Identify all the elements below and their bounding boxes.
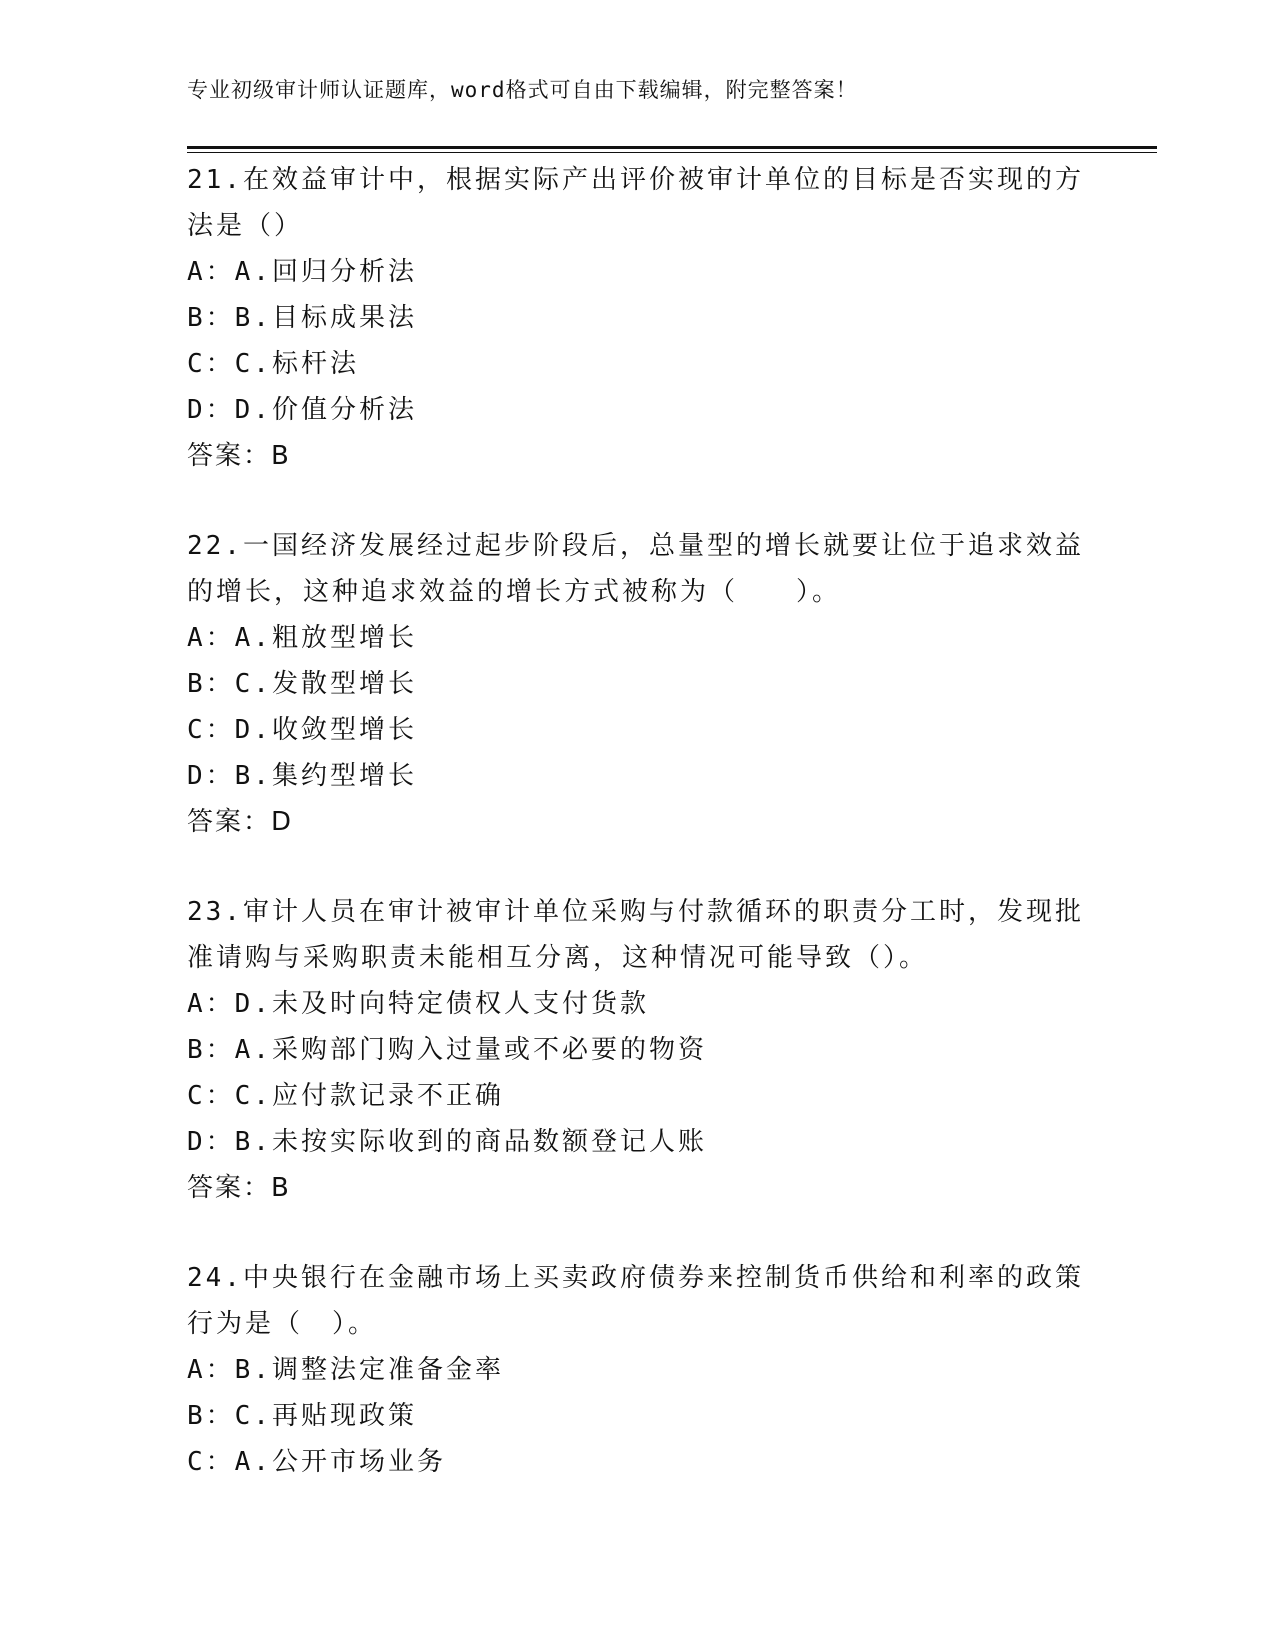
header-rule-thick bbox=[187, 146, 1157, 149]
option-b: B：C.再贴现政策 bbox=[187, 1401, 417, 1431]
answer: 答案：D bbox=[187, 807, 294, 837]
option-d: D：D.价值分析法 bbox=[187, 395, 417, 425]
page-header: 专业初级审计师认证题库，word格式可自由下载编辑，附完整答案！ bbox=[187, 78, 858, 102]
option-a: A：A.回归分析法 bbox=[187, 257, 417, 287]
question-text: 21.在效益审计中，根据实际产出评价被审计单位的目标是否实现的方法是（） bbox=[187, 165, 1084, 241]
question-21 bbox=[187, 157, 1087, 479]
option-a: A：B.调整法定准备金率 bbox=[187, 1355, 504, 1385]
option-c: C：C.标杆法 bbox=[187, 349, 359, 379]
option-c: C：C.应付款记录不正确 bbox=[187, 1081, 504, 1111]
header-rule-thin bbox=[187, 152, 1157, 153]
option-d: D：B.未按实际收到的商品数额登记人账 bbox=[187, 1127, 707, 1157]
option-c: C：D.收敛型增长 bbox=[187, 715, 417, 745]
answer: 答案：B bbox=[187, 441, 291, 471]
option-b: B：C.发散型增长 bbox=[187, 669, 417, 699]
option-a: A：A.粗放型增长 bbox=[187, 623, 417, 653]
option-a: A：D.未及时向特定债权人支付货款 bbox=[187, 989, 649, 1019]
question-list bbox=[187, 157, 1087, 1529]
option-b: B：A.采购部门购入过量或不必要的物资 bbox=[187, 1035, 707, 1065]
option-d: D：B.集约型增长 bbox=[187, 761, 417, 791]
question-text: 24.中央银行在金融市场上买卖政府债券来控制货币供给和利率的政策行为是（ ）。 bbox=[187, 1263, 1084, 1339]
question-text: 22.一国经济发展经过起步阶段后，总量型的增长就要让位于追求效益的增长，这种追求效益的增长方式被称为（ ）。 bbox=[187, 531, 1084, 607]
option-b: B：B.目标成果法 bbox=[187, 303, 417, 333]
answer: 答案：B bbox=[187, 1173, 291, 1203]
question-23 bbox=[187, 889, 1087, 1211]
question-text: 23.审计人员在审计被审计单位采购与付款循环的职责分工时，发现批准请购与采购职责未能相互分离，这种情况可能导致（）。 bbox=[187, 897, 1084, 973]
question-24 bbox=[187, 1255, 1087, 1485]
option-c: C：A.公开市场业务 bbox=[187, 1447, 446, 1477]
question-22 bbox=[187, 523, 1087, 845]
